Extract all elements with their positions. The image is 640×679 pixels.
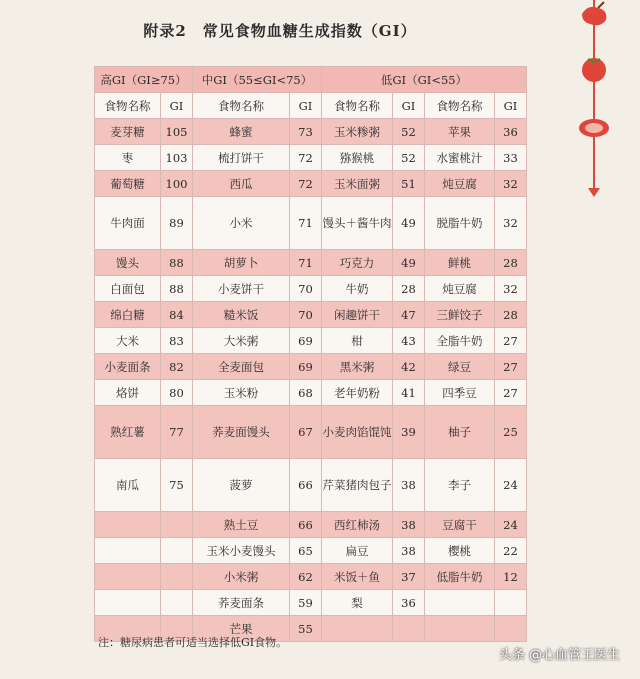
food-name-cell: 巧克力 bbox=[322, 250, 393, 276]
gi-value-cell: 28 bbox=[495, 302, 527, 328]
gi-value-cell: 24 bbox=[495, 459, 527, 512]
gi-value-cell: 33 bbox=[495, 145, 527, 171]
footnote: 注：糖尿病患者可适当选择低GI食物。 bbox=[98, 636, 288, 649]
side-decoration bbox=[566, 0, 636, 220]
gi-value-cell: 65 bbox=[290, 538, 322, 564]
food-name-cell: 水蜜桃汁 bbox=[425, 145, 495, 171]
food-name-cell: 麦芽糖 bbox=[95, 119, 161, 145]
table-row bbox=[95, 354, 527, 380]
food-name-cell: 西瓜 bbox=[193, 171, 290, 197]
gi-value-cell: 103 bbox=[161, 145, 193, 171]
gi-value-cell: 82 bbox=[161, 354, 193, 380]
gi-value-cell: 52 bbox=[393, 119, 425, 145]
gi-value-cell: 88 bbox=[161, 276, 193, 302]
gi-value-cell bbox=[495, 590, 527, 616]
gi-value-cell: 38 bbox=[393, 512, 425, 538]
group-header-medium: 中GI（55≤GI<75） bbox=[193, 67, 322, 93]
table-row bbox=[95, 459, 527, 512]
gi-value-cell: 24 bbox=[495, 512, 527, 538]
food-name-cell: 米饭＋鱼 bbox=[322, 564, 393, 590]
table-row bbox=[95, 250, 527, 276]
col-header: GI bbox=[393, 93, 425, 119]
food-name-cell: 玉米面粥 bbox=[322, 171, 393, 197]
food-name-cell: 牛肉面 bbox=[95, 197, 161, 250]
gi-value-cell: 69 bbox=[290, 328, 322, 354]
food-name-cell: 葡萄糖 bbox=[95, 171, 161, 197]
gi-value-cell bbox=[161, 538, 193, 564]
food-name-cell bbox=[425, 590, 495, 616]
gi-value-cell: 68 bbox=[290, 380, 322, 406]
table-row bbox=[95, 276, 527, 302]
gi-value-cell: 66 bbox=[290, 459, 322, 512]
gi-value-cell: 88 bbox=[161, 250, 193, 276]
food-name-cell: 枣 bbox=[95, 145, 161, 171]
table-row bbox=[95, 512, 527, 538]
gi-value-cell: 70 bbox=[290, 276, 322, 302]
table-row bbox=[95, 119, 527, 145]
gi-value-cell: 89 bbox=[161, 197, 193, 250]
gi-value-cell: 100 bbox=[161, 171, 193, 197]
food-name-cell: 玉米糁粥 bbox=[322, 119, 393, 145]
col-header: 食物名称 bbox=[322, 93, 393, 119]
gi-value-cell: 75 bbox=[161, 459, 193, 512]
food-name-cell: 樱桃 bbox=[425, 538, 495, 564]
food-name-cell: 馒头＋酱牛肉 bbox=[322, 197, 393, 250]
food-name-cell: 牛奶 bbox=[322, 276, 393, 302]
table-row bbox=[95, 538, 527, 564]
tomato-icon bbox=[574, 52, 614, 84]
group-header-high: 高GI（GI≥75） bbox=[95, 67, 193, 93]
food-name-cell: 小麦饼干 bbox=[193, 276, 290, 302]
gi-value-cell: 28 bbox=[393, 276, 425, 302]
gi-value-cell: 59 bbox=[290, 590, 322, 616]
gi-value-cell: 51 bbox=[393, 171, 425, 197]
gi-value-cell: 32 bbox=[495, 276, 527, 302]
gi-value-cell: 36 bbox=[495, 119, 527, 145]
food-name-cell bbox=[425, 616, 495, 642]
food-name-cell: 三鲜饺子 bbox=[425, 302, 495, 328]
food-name-cell bbox=[95, 564, 161, 590]
food-name-cell: 南瓜 bbox=[95, 459, 161, 512]
food-name-cell bbox=[322, 616, 393, 642]
gi-value-cell: 83 bbox=[161, 328, 193, 354]
gi-value-cell: 47 bbox=[393, 302, 425, 328]
gi-value-cell: 36 bbox=[393, 590, 425, 616]
food-name-cell: 玉米粉 bbox=[193, 380, 290, 406]
food-name-cell: 炖豆腐 bbox=[425, 171, 495, 197]
gi-value-cell: 69 bbox=[290, 354, 322, 380]
table-row bbox=[95, 145, 527, 171]
gi-value-cell: 77 bbox=[161, 406, 193, 459]
group-header-row bbox=[95, 67, 527, 93]
food-name-cell: 全脂牛奶 bbox=[425, 328, 495, 354]
food-name-cell: 猕猴桃 bbox=[322, 145, 393, 171]
food-name-cell: 李子 bbox=[425, 459, 495, 512]
food-name-cell: 馒头 bbox=[95, 250, 161, 276]
food-name-cell: 苹果 bbox=[425, 119, 495, 145]
gi-value-cell: 43 bbox=[393, 328, 425, 354]
food-name-cell: 芹菜猪肉包子 bbox=[322, 459, 393, 512]
food-name-cell: 西红柿汤 bbox=[322, 512, 393, 538]
gi-value-cell: 27 bbox=[495, 354, 527, 380]
gi-value-cell bbox=[495, 616, 527, 642]
food-name-cell bbox=[95, 590, 161, 616]
food-name-cell: 大米 bbox=[95, 328, 161, 354]
food-name-cell: 脱脂牛奶 bbox=[425, 197, 495, 250]
food-name-cell: 小米 bbox=[193, 197, 290, 250]
gi-value-cell: 37 bbox=[393, 564, 425, 590]
gi-value-cell: 32 bbox=[495, 197, 527, 250]
gi-value-cell: 28 bbox=[495, 250, 527, 276]
food-name-cell bbox=[95, 538, 161, 564]
gi-value-cell: 55 bbox=[290, 616, 322, 642]
page-title: 附录2 常见食物血糖生成指数（GI） bbox=[143, 22, 417, 40]
food-name-cell: 菠萝 bbox=[193, 459, 290, 512]
gi-value-cell: 71 bbox=[290, 250, 322, 276]
food-name-cell: 熟红薯 bbox=[95, 406, 161, 459]
group-header-low: 低GI（GI<55） bbox=[322, 67, 527, 93]
food-name-cell: 闲趣饼干 bbox=[322, 302, 393, 328]
gi-value-cell: 39 bbox=[393, 406, 425, 459]
food-name-cell: 豆腐干 bbox=[425, 512, 495, 538]
gi-value-cell: 71 bbox=[290, 197, 322, 250]
gi-value-cell: 49 bbox=[393, 250, 425, 276]
food-name-cell: 炖豆腐 bbox=[425, 276, 495, 302]
food-name-cell: 绿豆 bbox=[425, 354, 495, 380]
food-name-cell: 荞麦面馒头 bbox=[193, 406, 290, 459]
gi-value-cell bbox=[161, 590, 193, 616]
gi-value-cell: 32 bbox=[495, 171, 527, 197]
gi-value-cell: 62 bbox=[290, 564, 322, 590]
gi-value-cell: 25 bbox=[495, 406, 527, 459]
food-name-cell: 绵白糖 bbox=[95, 302, 161, 328]
col-header: 食物名称 bbox=[193, 93, 290, 119]
food-name-cell: 烙饼 bbox=[95, 380, 161, 406]
gi-value-cell: 12 bbox=[495, 564, 527, 590]
food-name-cell: 全麦面包 bbox=[193, 354, 290, 380]
gi-value-cell: 41 bbox=[393, 380, 425, 406]
food-name-cell: 熟土豆 bbox=[193, 512, 290, 538]
col-header: 食物名称 bbox=[425, 93, 495, 119]
food-name-cell: 荞麦面条 bbox=[193, 590, 290, 616]
table-row bbox=[95, 380, 527, 406]
food-name-cell: 梨 bbox=[322, 590, 393, 616]
food-name-cell bbox=[95, 512, 161, 538]
gi-value-cell: 38 bbox=[393, 459, 425, 512]
col-header: GI bbox=[495, 93, 527, 119]
gi-value-cell: 52 bbox=[393, 145, 425, 171]
meat-icon bbox=[574, 110, 614, 142]
gi-value-cell bbox=[161, 564, 193, 590]
col-header: GI bbox=[290, 93, 322, 119]
food-name-cell: 四季豆 bbox=[425, 380, 495, 406]
col-header: GI bbox=[161, 93, 193, 119]
column-header-row bbox=[95, 93, 527, 119]
table-row bbox=[95, 328, 527, 354]
food-name-cell: 小米粥 bbox=[193, 564, 290, 590]
food-name-cell: 白面包 bbox=[95, 276, 161, 302]
gi-value-cell: 22 bbox=[495, 538, 527, 564]
gi-value-cell: 73 bbox=[290, 119, 322, 145]
gi-value-cell: 80 bbox=[161, 380, 193, 406]
gi-value-cell: 84 bbox=[161, 302, 193, 328]
food-name-cell: 芒果 bbox=[193, 616, 290, 642]
gi-value-cell: 72 bbox=[290, 145, 322, 171]
food-name-cell: 鲜桃 bbox=[425, 250, 495, 276]
food-name-cell: 扁豆 bbox=[322, 538, 393, 564]
food-name-cell: 糙米饭 bbox=[193, 302, 290, 328]
table-row bbox=[95, 590, 527, 616]
gi-value-cell: 105 bbox=[161, 119, 193, 145]
food-name-cell: 柑 bbox=[322, 328, 393, 354]
gi-value-cell bbox=[161, 512, 193, 538]
pepper-icon bbox=[574, 0, 614, 32]
gi-value-cell: 66 bbox=[290, 512, 322, 538]
gi-value-cell bbox=[393, 616, 425, 642]
table-row bbox=[95, 302, 527, 328]
food-name-cell: 小麦面条 bbox=[95, 354, 161, 380]
food-name-cell: 蜂蜜 bbox=[193, 119, 290, 145]
food-name-cell: 玉米小麦馒头 bbox=[193, 538, 290, 564]
gi-value-cell: 27 bbox=[495, 328, 527, 354]
gi-value-cell: 49 bbox=[393, 197, 425, 250]
table-row bbox=[95, 171, 527, 197]
gi-value-cell: 38 bbox=[393, 538, 425, 564]
arrow-down-icon bbox=[588, 188, 600, 197]
food-name-cell: 老年奶粉 bbox=[322, 380, 393, 406]
food-name-cell: 黑米粥 bbox=[322, 354, 393, 380]
food-name-cell: 小麦肉馅馄饨 bbox=[322, 406, 393, 459]
table-row bbox=[95, 197, 527, 250]
gi-table-container bbox=[94, 66, 527, 642]
food-name-cell: 胡萝卜 bbox=[193, 250, 290, 276]
col-header: 食物名称 bbox=[95, 93, 161, 119]
food-name-cell: 大米粥 bbox=[193, 328, 290, 354]
watermark: 头条 @心血管王医生 bbox=[498, 648, 620, 663]
food-name-cell: 低脂牛奶 bbox=[425, 564, 495, 590]
food-name-cell: 梳打饼干 bbox=[193, 145, 290, 171]
table-row bbox=[95, 564, 527, 590]
gi-value-cell: 67 bbox=[290, 406, 322, 459]
table-row bbox=[95, 406, 527, 459]
gi-value-cell: 27 bbox=[495, 380, 527, 406]
gi-value-cell: 42 bbox=[393, 354, 425, 380]
gi-value-cell: 70 bbox=[290, 302, 322, 328]
gi-table bbox=[94, 66, 527, 642]
gi-value-cell: 72 bbox=[290, 171, 322, 197]
food-name-cell: 柚子 bbox=[425, 406, 495, 459]
